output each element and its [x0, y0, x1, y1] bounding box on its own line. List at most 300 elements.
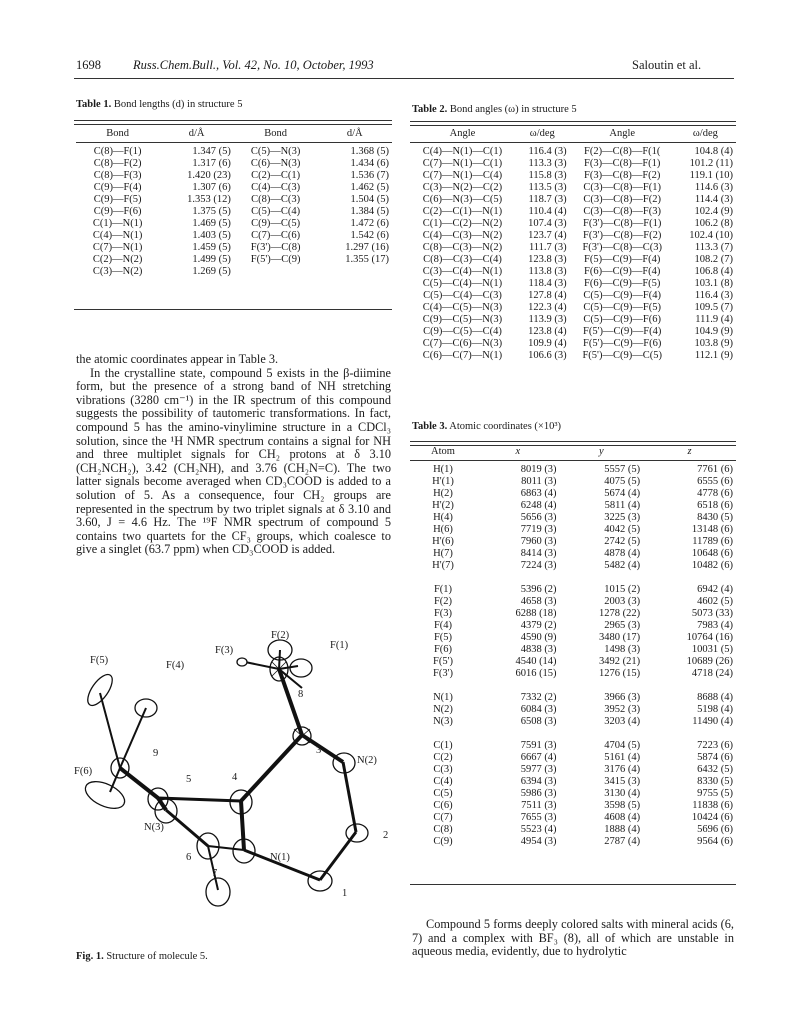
table-cell: 102.4 (9)	[694, 206, 733, 217]
table-cell: 111.7 (3)	[528, 242, 567, 253]
atom-label-3: 3	[316, 745, 322, 756]
table-row	[76, 230, 392, 242]
page-number: 1698	[76, 58, 101, 72]
table-cell: C(9)—C(5)	[251, 218, 301, 229]
table-cell: 10648 (6)	[691, 548, 733, 559]
figure-caption: Fig. 1. Structure of molecule 5.	[76, 951, 208, 962]
table-cell: 4042 (5)	[604, 524, 641, 535]
table-row	[410, 461, 736, 477]
table-cell: 4704 (5)	[604, 740, 641, 751]
table-cell: F(5')—C(9)—F(4)	[583, 326, 662, 337]
table-cell: 6555 (6)	[697, 476, 733, 487]
table-cell: 7761 (6)	[697, 464, 733, 475]
table-row	[410, 302, 736, 314]
table-cell: 3966 (3)	[604, 692, 641, 703]
column-header: Bond	[264, 128, 287, 139]
table-cell: 1.368 (5)	[350, 146, 389, 157]
atom-label-f6: F(6)	[74, 766, 93, 777]
table-cell: 4718 (24)	[691, 668, 733, 679]
table-cell: 7223 (6)	[697, 740, 733, 751]
table-cell: 10764 (16)	[686, 632, 733, 643]
table-cell: C(7)—C(6)	[251, 230, 301, 241]
column-header: Atom	[431, 446, 455, 457]
table-cell: C(7)—N(1)—C(4)	[422, 170, 503, 181]
table-cell: 6667 (4)	[520, 752, 557, 763]
table-cell: N(2)	[433, 704, 453, 715]
table-cell: 11490 (4)	[692, 716, 733, 727]
table-cell: 122.3 (4)	[528, 302, 567, 313]
table-cell: 104.8 (4)	[694, 146, 733, 157]
atom-label-5: 5	[186, 774, 192, 785]
table-cell: 1.384 (5)	[350, 206, 389, 217]
table-cell: 5674 (4)	[604, 488, 641, 499]
table-cell: 3415 (3)	[604, 776, 641, 787]
journal-reference: Russ.Chem.Bull., Vol. 42, No. 10, October, 1993	[133, 58, 374, 72]
paragraph: In the crystalline state, compound 5 exists in the β-diimine form, but the presence of a strong band of NH stretching vibrations (3280 cm⁻¹) in the IR spectrum of this compound suggests the possibility of tautomeric transformations. In fact, compound 5 has the amino-vinylimine structure in a CDCl₃ solution, since the ¹H NMR spectrum contains a signal for NH and three multiplet signals for CH₂ protons at δ 3.10 (CH₂NCH₂), 3.42 (CH₂NH), and 3.76 (CH₂N=C). The two latter signals become averaged when CD₃COOD is added to a solution of 5. As a consequence, four CH₂ groups are represented in the spectrum by two triplet signals at δ 3.10 and 3.60, J = 4.6 Hz. The ¹⁹F NMR spectrum of compound 5 contains two quartets for the CF₃ groups, which coalesce to give a singlet (63.7 ppm) when CD₃COOD is added.	[76, 365, 391, 557]
table-cell: C(4)	[433, 776, 453, 787]
table-cell: 5874 (6)	[697, 752, 733, 763]
table-row	[410, 824, 736, 836]
atom-label-n3: N(3)	[144, 822, 164, 833]
table-cell: 7224 (3)	[520, 560, 557, 571]
atom-label-2: 2	[383, 830, 389, 841]
table-cell: H(7)	[433, 548, 453, 559]
table-cell: C(3)—N(2)	[92, 266, 143, 277]
table-cell: 109.9 (4)	[528, 338, 567, 349]
table-cell: 118.7 (3)	[528, 194, 567, 205]
table-row	[76, 194, 392, 206]
table-cell: H'(6)	[432, 536, 454, 547]
table-cell: 7591 (3)	[520, 740, 557, 751]
table-cell: 3952 (3)	[604, 704, 641, 715]
table1	[76, 126, 392, 278]
table-cell: 2965 (3)	[604, 620, 641, 631]
table-cell: H'(7)	[432, 560, 454, 571]
table-cell: 4778 (6)	[697, 488, 733, 499]
paragraph: Compound 5 forms deeply colored salts with mineral acids (6, 7) and a complex with BF₃ (8), all of which are unstable in aqueous media, evidently, due to hydrolytic	[412, 917, 734, 959]
table-cell: 4379 (2)	[520, 620, 557, 631]
atom-label-f1: F(1)	[330, 640, 349, 651]
table-cell: 123.7 (4)	[528, 230, 567, 241]
table-cell: 6518 (6)	[697, 500, 733, 511]
table-cell: F(5)	[433, 632, 453, 643]
table-cell: 114.4 (3)	[694, 194, 733, 205]
table-row	[410, 170, 736, 182]
table-cell: 11789 (6)	[692, 536, 733, 547]
table-cell: C(7)—N(1)—C(1)	[422, 158, 503, 169]
table-row	[76, 266, 392, 278]
ortep-structure-drawing	[60, 620, 400, 920]
table-row	[410, 560, 736, 572]
table2	[410, 126, 736, 362]
table-cell: 5986 (3)	[520, 788, 557, 799]
table-cell: 1.469 (5)	[192, 218, 231, 229]
table-cell: 3492 (21)	[599, 656, 641, 667]
table-cell: 1278 (22)	[599, 608, 641, 619]
table-cell: C(3)—N(2)—C(2)	[422, 182, 503, 193]
table-cell: 123.8 (3)	[528, 254, 567, 265]
table-cell: C(5)—C(9)—F(6)	[583, 314, 661, 325]
table-cell: 113.3 (7)	[694, 242, 733, 253]
body-text-right	[412, 918, 734, 959]
table-cell: C(9)—F(6)	[93, 206, 142, 217]
table-row	[410, 704, 736, 716]
molecule-figure	[60, 620, 400, 920]
table-cell: C(3)—C(8)—F(1)	[583, 182, 661, 193]
table-cell: 108.2 (7)	[694, 254, 733, 265]
atom-label-1: 1	[342, 888, 348, 899]
table-cell: 1.297 (16)	[345, 242, 389, 253]
table-row	[410, 800, 736, 812]
table-cell: F(6)—C(9)—F(5)	[584, 278, 661, 289]
atom-label-f2: F(2)	[271, 630, 290, 641]
table-cell: 2742 (5)	[604, 536, 641, 547]
table-cell: 1.462 (5)	[350, 182, 389, 193]
table-cell: F(6)—C(9)—F(4)	[584, 266, 661, 277]
table-row	[76, 206, 392, 218]
table-cell: F(2)	[433, 596, 453, 607]
table-cell: 106.8 (4)	[694, 266, 733, 277]
table-row	[410, 752, 736, 764]
table-cell: 4838 (3)	[520, 644, 557, 655]
atom-label-6: 6	[186, 852, 192, 863]
table-cell: C(1)—C(2)—N(2)	[422, 218, 503, 229]
atom-label-n2: N(2)	[357, 755, 377, 766]
table-cell: 8414 (3)	[520, 548, 557, 559]
atom-label-f4: F(4)	[166, 660, 185, 671]
table-cell: C(5)—C(4)	[251, 206, 301, 217]
table-cell: F(1)	[433, 584, 453, 595]
table-row	[410, 536, 736, 548]
table-row	[76, 170, 392, 182]
table-cell: H(2)	[433, 488, 453, 499]
table-cell: 116.4 (3)	[694, 290, 733, 301]
table-cell: C(5)	[433, 788, 453, 799]
table-cell: 1276 (15)	[599, 668, 641, 679]
table-row	[410, 728, 736, 752]
table-cell: 103.1 (8)	[694, 278, 733, 289]
table-cell: 8330 (5)	[697, 776, 733, 787]
column-header: Angle	[449, 128, 476, 139]
table-cell: C(3)	[433, 764, 453, 775]
column-header: y	[599, 446, 604, 457]
table-cell: 1.499 (5)	[192, 254, 231, 265]
table1-top-rule	[74, 120, 392, 125]
table-cell: 1015 (2)	[604, 584, 641, 595]
table-cell: H'(2)	[432, 500, 454, 511]
table-cell: 4658 (3)	[520, 596, 557, 607]
table-row	[410, 608, 736, 620]
table-cell: 4540 (14)	[515, 656, 557, 667]
table-cell: 1888 (4)	[604, 824, 641, 835]
table-cell: F(3')—C(8)—F(2)	[583, 230, 662, 241]
table-cell: 11838 (6)	[692, 800, 733, 811]
table-cell: F(5')	[433, 656, 453, 667]
atom-label-f3: F(3)	[215, 645, 234, 656]
table-cell: 7655 (3)	[520, 812, 557, 823]
table-row	[410, 812, 736, 824]
column-header: ω/deg	[692, 128, 718, 139]
table-cell: C(9)—C(5)—N(3)	[422, 314, 503, 325]
table-cell: 3598 (5)	[604, 800, 641, 811]
table-row	[410, 836, 736, 848]
table-row	[410, 572, 736, 596]
table-cell: F(5')—C(9)—C(5)	[582, 350, 662, 361]
table-cell: 6016 (15)	[515, 668, 557, 679]
table-cell: 1.355 (17)	[345, 254, 389, 265]
table-cell: C(3)—C(8)—F(3)	[583, 206, 661, 217]
table-cell: C(6)—C(7)—N(1)	[422, 350, 503, 361]
table-row	[410, 716, 736, 728]
header-rule	[74, 78, 734, 79]
table-cell: 1.403 (5)	[192, 230, 231, 241]
table-cell: 109.5 (7)	[694, 302, 733, 313]
table-cell: 6288 (18)	[515, 608, 557, 619]
table-cell: 1.347 (5)	[192, 146, 231, 157]
table-row	[410, 764, 736, 776]
table-cell: F(3')—C(8)	[250, 242, 301, 253]
table-cell: H(6)	[433, 524, 453, 535]
table-cell: 6863 (4)	[520, 488, 557, 499]
table-cell: 10031 (5)	[691, 644, 733, 655]
table-cell: 7719 (3)	[520, 524, 557, 535]
table-row	[410, 524, 736, 536]
table-cell: 1.420 (23)	[187, 170, 231, 181]
table-cell: 5073 (33)	[691, 608, 733, 619]
table-row	[410, 788, 736, 800]
table-row	[410, 254, 736, 266]
table-cell: 7983 (4)	[697, 620, 733, 631]
table-cell: 10424 (6)	[691, 812, 733, 823]
table-cell: 4602 (5)	[697, 596, 733, 607]
table-row	[410, 242, 736, 254]
table-cell: 113.5 (3)	[528, 182, 567, 193]
table-row	[410, 668, 736, 680]
table-cell: C(2)	[433, 752, 453, 763]
table-cell: 4608 (4)	[604, 812, 641, 823]
table-cell: C(3)—C(4)—N(1)	[422, 266, 503, 277]
table3	[410, 444, 736, 848]
table-cell: C(4)—C(5)—N(3)	[422, 302, 503, 313]
table-cell: C(2)—N(2)	[92, 254, 143, 265]
table-cell: H(4)	[433, 512, 453, 523]
table-row	[410, 512, 736, 524]
table-cell: C(2)—C(1)	[251, 170, 301, 181]
column-header: z	[687, 446, 692, 457]
table-row	[410, 350, 736, 362]
table-row	[410, 194, 736, 206]
table-row	[410, 230, 736, 242]
table-cell: C(8)—F(2)	[93, 158, 142, 169]
table-cell: 6508 (3)	[520, 716, 557, 727]
table-cell: C(4)—N(1)	[92, 230, 143, 241]
table-cell: 5161 (4)	[604, 752, 641, 763]
table-cell: 3130 (4)	[604, 788, 641, 799]
table-cell: 1.269 (5)	[192, 266, 231, 277]
atom-label-4: 4	[232, 772, 238, 783]
table-cell: 1.472 (6)	[350, 218, 389, 229]
table-row	[410, 500, 736, 512]
table-cell: 3480 (17)	[599, 632, 641, 643]
table-cell: 1498 (3)	[604, 644, 641, 655]
table-row	[410, 596, 736, 608]
table-cell: F(5')—C(9)—F(6)	[583, 338, 662, 349]
table-cell: 106.2 (8)	[694, 218, 733, 229]
table-cell: 5977 (3)	[520, 764, 557, 775]
table-cell: 118.4 (3)	[528, 278, 567, 289]
table-cell: 4075 (5)	[604, 476, 641, 487]
table-cell: 10482 (6)	[691, 560, 733, 571]
table-cell: C(9)—F(5)	[93, 194, 142, 205]
table-cell: C(3)—C(8)—F(2)	[583, 194, 661, 205]
column-header: d/Å	[346, 128, 363, 139]
table-cell: C(4)—C(3)	[251, 182, 301, 193]
table-cell: 5696 (6)	[697, 824, 733, 835]
table-cell: 112.1 (9)	[694, 350, 733, 361]
table-cell: C(9)	[433, 836, 453, 847]
table-cell: 123.8 (4)	[528, 326, 567, 337]
table-row	[76, 158, 392, 170]
table3-caption: Table 3. Atomic coordinates (×10³)	[412, 421, 561, 432]
table-cell: 1.542 (6)	[350, 230, 389, 241]
running-authors: Saloutin et al.	[632, 58, 702, 72]
table-cell: C(8)—C(3)—N(2)	[422, 242, 503, 253]
table-row	[410, 266, 736, 278]
table-cell: C(7)	[433, 812, 453, 823]
table-cell: 4954 (3)	[520, 836, 557, 847]
table-cell: 4878 (4)	[604, 548, 641, 559]
table-cell: 114.6 (3)	[694, 182, 733, 193]
table-cell: F(3)—C(8)—F(1)	[584, 158, 661, 169]
table-cell: 115.8 (3)	[528, 170, 567, 181]
table-row	[410, 656, 736, 668]
table-cell: 127.8 (4)	[528, 290, 567, 301]
atom-label-9: 9	[153, 748, 159, 759]
table-row	[410, 278, 736, 290]
table-cell: C(5)—C(4)—C(3)	[423, 290, 502, 301]
table-cell: C(5)—C(4)—N(1)	[422, 278, 503, 289]
table-row	[410, 620, 736, 632]
table-cell: F(3')—C(8)—F(1)	[583, 218, 662, 229]
table-cell: 3203 (4)	[604, 716, 641, 727]
table-row	[410, 338, 736, 350]
table-cell: F(3)—C(8)—F(2)	[584, 170, 661, 181]
table-cell: C(4)—C(3)—N(2)	[422, 230, 503, 241]
atom-label-7: 7	[212, 868, 218, 879]
table-cell: 1.434 (6)	[350, 158, 389, 169]
table-cell: 13148 (6)	[691, 524, 733, 535]
table-row	[410, 182, 736, 194]
table-cell: 110.4 (4)	[528, 206, 567, 217]
table-cell: 101.2 (11)	[689, 158, 733, 169]
table-cell: 1.504 (5)	[350, 194, 389, 205]
table-cell: 6432 (5)	[697, 764, 733, 775]
table-cell: C(1)	[433, 740, 453, 751]
table-row	[410, 488, 736, 500]
table-cell: 111.9 (4)	[695, 314, 733, 325]
table-cell: 2787 (4)	[604, 836, 641, 847]
table-cell: 8430 (5)	[697, 512, 733, 523]
table-cell: 1.317 (6)	[192, 158, 231, 169]
table-row	[410, 476, 736, 488]
table-row	[410, 290, 736, 302]
table-cell: 5198 (4)	[697, 704, 733, 715]
table-cell: 1.459 (5)	[192, 242, 231, 253]
table-cell: C(5)—C(9)—F(4)	[583, 290, 661, 301]
table-cell: C(8)—F(1)	[93, 146, 142, 157]
table-cell: F(3)	[433, 608, 453, 619]
table-cell: C(8)	[433, 824, 453, 835]
table-cell: 102.4 (10)	[689, 230, 733, 241]
column-header: ω/deg	[529, 128, 555, 139]
table-cell: 9755 (5)	[697, 788, 733, 799]
table-cell	[317, 266, 392, 278]
table-row	[76, 182, 392, 194]
table-cell	[234, 266, 318, 278]
table-cell: 5811 (4)	[604, 500, 641, 511]
table-cell: 8688 (4)	[697, 692, 733, 703]
table-row	[76, 254, 392, 266]
table-cell: 6084 (3)	[520, 704, 557, 715]
table-cell: 5557 (5)	[604, 464, 641, 475]
table-row	[76, 143, 392, 159]
table-row	[410, 143, 736, 159]
table-cell: H'(1)	[432, 476, 454, 487]
table-row	[410, 326, 736, 338]
table-cell: 3176 (4)	[604, 764, 641, 775]
table-cell: 103.8 (9)	[694, 338, 733, 349]
table2-caption: Table 2. Bond angles (ω) in structure 5	[412, 104, 577, 115]
table-row	[410, 158, 736, 170]
table-row	[410, 548, 736, 560]
table-cell: F(4)	[433, 620, 453, 631]
paragraph: the atomic coordinates appear in Table 3.	[76, 352, 279, 366]
table-cell: 5523 (4)	[520, 824, 557, 835]
table-cell: 5482 (4)	[604, 560, 641, 571]
table-cell: C(6)—N(3)—C(5)	[422, 194, 503, 205]
table-cell: 113.3 (3)	[528, 158, 567, 169]
table-row	[410, 206, 736, 218]
atom-label-f5: F(5)	[90, 655, 109, 666]
table-cell: C(1)—N(1)	[92, 218, 143, 229]
table-cell: 8011 (3)	[521, 476, 557, 487]
table-cell: 6394 (3)	[520, 776, 557, 787]
table-cell: 3225 (3)	[604, 512, 641, 523]
table-cell: 4590 (9)	[520, 632, 557, 643]
table-cell: C(8)—C(3)	[251, 194, 301, 205]
table-row	[76, 218, 392, 230]
table-cell: C(9)—C(5)—C(4)	[423, 326, 502, 337]
table-cell: 104.9 (9)	[694, 326, 733, 337]
table-cell: F(5)—C(9)—F(4)	[584, 254, 661, 265]
table-cell: 5656 (3)	[520, 512, 557, 523]
table-cell: C(2)—C(1)—N(1)	[422, 206, 503, 217]
table-cell: C(8)—F(3)	[93, 170, 142, 181]
table-row	[76, 242, 392, 254]
table-cell: C(7)—N(1)	[92, 242, 143, 253]
table-cell: 2003 (3)	[604, 596, 641, 607]
table-cell: 7332 (2)	[520, 692, 557, 703]
table-row	[410, 632, 736, 644]
table-cell: C(4)—N(1)—C(1)	[422, 146, 503, 157]
table-cell: 8019 (3)	[520, 464, 557, 475]
table-cell: F(5')—C(9)	[250, 254, 301, 265]
table-cell: 113.8 (3)	[528, 266, 567, 277]
table-cell: 6942 (4)	[697, 584, 733, 595]
table-cell: 7960 (3)	[520, 536, 557, 547]
table-cell: 6248 (4)	[520, 500, 557, 511]
table-cell: H(1)	[433, 464, 453, 475]
